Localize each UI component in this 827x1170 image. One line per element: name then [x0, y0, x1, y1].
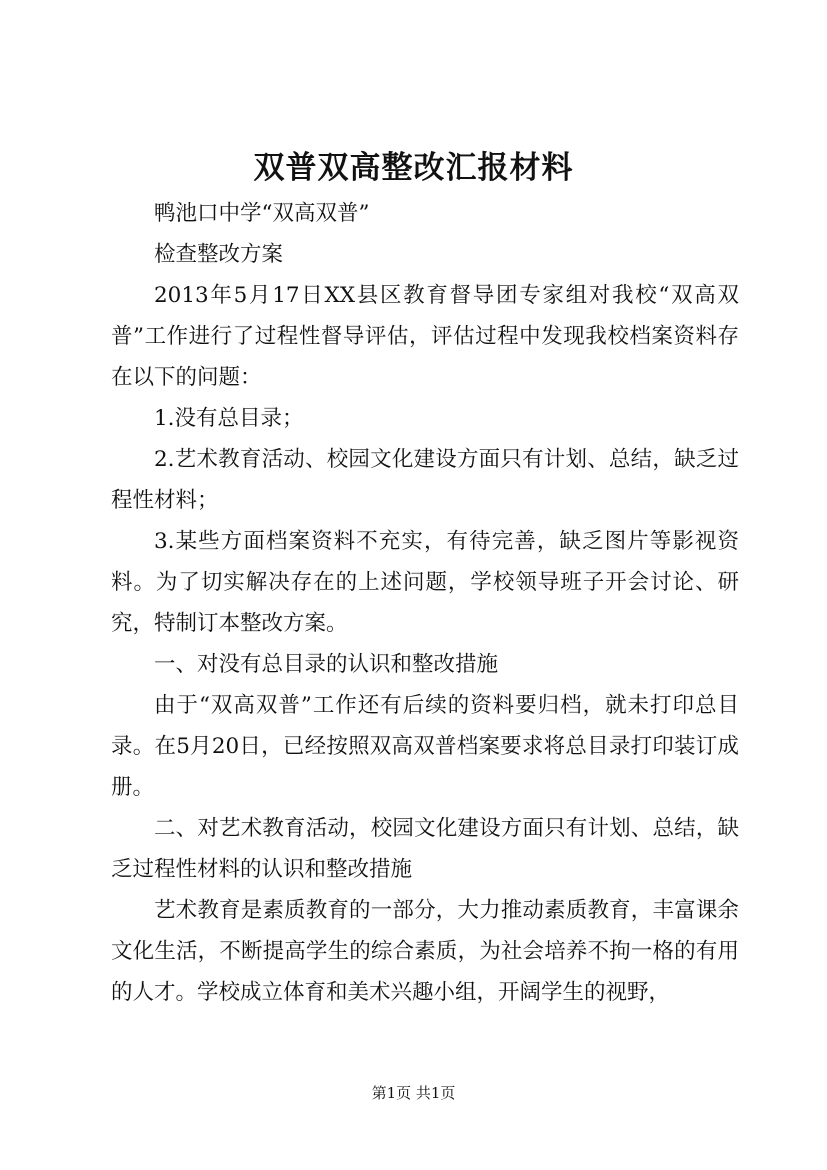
paragraph-issue-3: 3.某些方面档案资料不充实，有待完善，缺乏图片等影视资料。为了切实解决存在的上述问题，学校领导班子开会讨论、研究，特制订本整改方案。 — [111, 529, 739, 636]
paragraph-plan-heading: 检查整改方案 — [154, 242, 284, 267]
paragraph-section-1: 由于“双高双普”工作还有后续的资料要归档，就未打印总目录。在5月20日，已经按照双高双普档案要求将总目录打印装订成册。 — [111, 693, 739, 800]
page-number-footer: 第1页 共1页 — [371, 1084, 456, 1102]
section-heading-2: 二、对艺术教育活动，校园文化建设方面只有计划、总结，缺乏过程性材料的认识和整改措施 — [111, 816, 739, 882]
paragraph-intro: 2013年5月17日XX县区教育督导团专家组对我校“双高双普”工作进行了过程性督导评估，评估过程中发现我校档案资料存在以下的问题： — [111, 283, 739, 390]
paragraph-issue-2: 2.艺术教育活动、校园文化建设方面只有计划、总结，缺乏过程性材料； — [111, 447, 739, 513]
paragraph-section-2: 艺术教育是素质教育的一部分，大力推动素质教育，丰富课余文化生活，不断提高学生的综合素质，为社会培养不拘一格的有用的人才。学校成立体育和美术兴趣小组，开阔学生的视野， — [111, 898, 739, 1005]
section-heading-1: 一、对没有总目录的认识和整改措施 — [154, 652, 499, 677]
document-body — [111, 193, 739, 1013]
paragraph-issue-1: 1.没有总目录； — [154, 406, 304, 431]
document-title: 双普双高整改汇报材料 — [253, 150, 574, 186]
paragraph-school-name: 鸭池口中学“双高双普” — [154, 201, 370, 226]
